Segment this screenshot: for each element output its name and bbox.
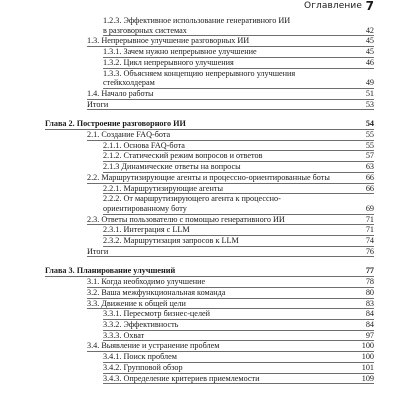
toc-entry[interactable] (103, 309, 374, 320)
toc-entry[interactable] (87, 36, 374, 47)
toc-entry[interactable] (103, 16, 374, 36)
toc-entry-title: 3.4. Выявление и устранение проблем (87, 341, 220, 351)
toc-entry-page: 84 (365, 309, 374, 319)
toc-entry-title: 3.2. Ваша межфункциональная команда (87, 287, 226, 297)
toc-entry[interactable] (87, 173, 374, 184)
toc-entry-page: 54 (365, 119, 374, 129)
toc-entry-title: Глава 2. Построение разговорного ИИ (45, 119, 186, 129)
chapter-gap (0, 110, 420, 119)
toc-entry-title: Глава 3. Планирование улучшений (45, 266, 176, 276)
toc-entry-title: 1.3.3. Объясняем концепцию непрерывного улучшения стейкхолдерам (103, 68, 296, 88)
toc-entry-page: 51 (365, 88, 374, 98)
toc-entry-title: 3.1. Когда необходимо улучшение (87, 277, 206, 287)
toc-entry[interactable] (87, 277, 374, 288)
toc-entry-page: 57 (365, 151, 374, 161)
toc-entry-page: 76 (365, 246, 374, 256)
table-of-contents (0, 16, 420, 384)
toc-entry-title: Итоги (87, 99, 109, 109)
toc-entry-page: 63 (365, 162, 374, 172)
toc-entry[interactable] (103, 162, 374, 173)
toc-entry-page: 66 (365, 183, 374, 193)
toc-entry-title: 2.2.2. От маршрутизирующего агента к процессно- ориентированному боту (103, 194, 281, 213)
toc-entry-page: 100 (361, 341, 374, 351)
toc-entry[interactable] (87, 130, 374, 141)
running-header-title: Оглавление (304, 1, 362, 11)
toc-entry-page: 45 (365, 36, 374, 46)
toc-entry[interactable] (103, 374, 374, 385)
toc-entry-page: 71 (365, 214, 374, 224)
toc-entry[interactable] (103, 236, 374, 247)
toc-entry[interactable] (103, 69, 374, 89)
toc-entry[interactable] (103, 58, 374, 69)
toc-entry-title: 2.3.1. Интеграция с LLM (103, 225, 190, 235)
toc-entry[interactable] (87, 299, 374, 310)
toc-entry-page: 66 (365, 172, 374, 182)
toc-entry[interactable] (103, 320, 374, 331)
toc-entry[interactable] (103, 184, 374, 195)
toc-entry-page: 83 (365, 298, 374, 308)
toc-entry-title: 3.3.2. Эффективность (103, 319, 179, 329)
toc-entry-title: 1.2.3. Эффективное использование генеративного ИИ в разговорных системах (103, 16, 291, 35)
toc-entry-title: 2.3. Ответы пользователю с помощью генеративного ИИ (87, 214, 285, 224)
toc-entry-page: 71 (365, 225, 374, 235)
toc-entry-title: 2.1.1. Основа FAQ-бота (103, 140, 185, 150)
toc-entry-title: 2.2. Маршрутизирующие агенты и процессно-ориентированные боты (87, 172, 330, 182)
toc-entry-title: 3.4.2. Групповой обзор (103, 362, 183, 372)
toc-entry[interactable] (103, 151, 374, 162)
page-header (0, 0, 420, 16)
toc-entry[interactable] (103, 194, 374, 214)
toc-entry-title: 2.1.3 Динамические ответы на вопросы (103, 162, 241, 172)
toc-entry-page: 77 (365, 266, 374, 276)
toc-entry-title: 2.2.1. Маршрутизирующие агенты (103, 183, 223, 193)
toc-entry-title: 3.3. Движение к общей цели (87, 298, 186, 308)
toc-entry-page: 45 (365, 47, 374, 57)
toc-entry[interactable] (87, 89, 374, 100)
toc-entry[interactable] (103, 141, 374, 152)
toc-chapter[interactable] (45, 119, 374, 130)
toc-entry[interactable] (103, 331, 374, 342)
toc-entry[interactable] (103, 225, 374, 236)
toc-entry-page: 74 (365, 236, 374, 246)
toc-entry-title: 1.3.1. Зачем нужно непрерывное улучшение (103, 47, 257, 57)
page-number: 7 (365, 0, 374, 13)
toc-entry-page: 84 (365, 319, 374, 329)
toc-entry-title: Итоги (87, 246, 109, 256)
toc-entry[interactable] (103, 352, 374, 363)
toc-entry-page: 53 (365, 99, 374, 109)
toc-entry-page: 80 (365, 287, 374, 297)
toc-entry-page: 55 (365, 140, 374, 150)
toc-entry-page: 49 (365, 78, 374, 88)
toc-entry-page: 100 (361, 352, 374, 362)
chapter-gap (0, 257, 420, 266)
toc-entry-title: 3.3.3. Охват (103, 330, 145, 340)
toc-entry-page: 55 (365, 130, 374, 140)
toc-entry-title: 1.3. Непрерывное улучшение разговорных ИИ (87, 36, 250, 46)
toc-entry-title: 1.4. Начало работы (87, 88, 154, 98)
toc-entry[interactable] (103, 363, 374, 374)
toc-entry-title: 3.4.1. Поиск проблем (103, 352, 177, 362)
toc-entry-title: 3.3.1. Пересмотр бизнес-целей (103, 309, 211, 319)
toc-entry-page: 69 (365, 203, 374, 213)
toc-entry[interactable] (103, 47, 374, 58)
toc-entry-page: 42 (365, 25, 374, 35)
toc-entry-page: 78 (365, 277, 374, 287)
toc-entry-title: 3.4.3. Определение критериев приемлемости (103, 373, 260, 383)
toc-entry-page: 101 (361, 362, 374, 372)
toc-entry[interactable] (87, 215, 374, 226)
toc-entry[interactable] (87, 247, 374, 258)
toc-entry-title: 2.1.2. Статический режим вопросов и ответов (103, 151, 263, 161)
toc-entry-page: 97 (365, 330, 374, 340)
toc-entry-title: 1.3.2. Цикл непрерывного улучшения (103, 57, 234, 67)
toc-entry[interactable] (87, 288, 374, 299)
toc-entry[interactable] (87, 100, 374, 111)
toc-entry-page: 109 (361, 373, 374, 383)
toc-entry-title: 2.1. Создание FAQ-бота (87, 130, 171, 140)
toc-entry-page: 46 (365, 57, 374, 67)
toc-entry-title: 2.3.2. Маршрутизация запросов к LLM (103, 236, 239, 246)
toc-entry[interactable] (87, 341, 374, 352)
toc-chapter[interactable] (45, 266, 374, 277)
